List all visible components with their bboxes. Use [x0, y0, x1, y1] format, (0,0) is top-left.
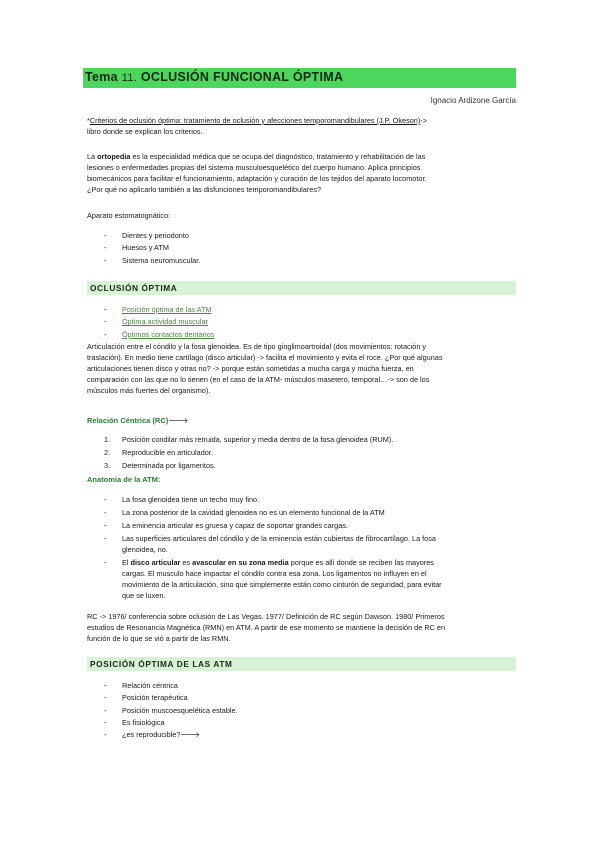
- list-item: 1. Posición condilar más retruida, superior y media dentro de la fosa glenoidea (RUM).: [104, 435, 394, 444]
- section-heading-posicion: [87, 657, 516, 671]
- posicion-list: [87, 680, 516, 741]
- rc-heading: Relación Céntrica (RC)🡒: [87, 416, 189, 425]
- history-paragraph: [87, 611, 516, 644]
- paragraph-line: RC -> 1976/ conferencia sobre oclusión de Las Vegas. 1977/ Definición de RC según Dawson. 1980/ Primeros: [87, 612, 445, 621]
- section-heading-text: OCLUSIÓN ÓPTIMA: [90, 283, 178, 293]
- aparato-list: [87, 230, 516, 267]
- asterisk: *: [87, 116, 90, 125]
- list-item: [87, 329, 516, 341]
- paragraph-line: estudios de Resonancia Magnética (RMN) en ATM. A partir de ese momento se mantiene la decisión de RC en: [87, 623, 445, 632]
- paragraph-line: lesiones o enfermedades propias del sistema musculoesquelético del cuerpo humano. Aplica principios: [87, 163, 421, 172]
- rc-list: [87, 434, 516, 472]
- author: Ignacio Ardizone García: [430, 96, 516, 105]
- list-item: - Las superficies articulares del cóndilo y de la eminencia están cubiertas de fibrocartílago. La fosa glenoidea, no.: [87, 533, 516, 555]
- list-item: - Es fisiológica: [87, 717, 516, 729]
- section-heading-text: POSICIÓN ÓPTIMA DE LAS ATM: [90, 659, 233, 669]
- list-item: 2. Reproducible en articulador.: [104, 447, 213, 457]
- list-item: - ¿es reproducible?🡒: [87, 729, 516, 741]
- list-item: [87, 316, 516, 328]
- list-item: 3. Determinada por ligamentos.: [104, 460, 216, 470]
- list-item: - La zona posterior de la cavidad glenoidea no es un elemento funcional de la ATM: [87, 507, 516, 518]
- paragraph-line: La ortopedia es la especialidad médica que se ocupa del diagnóstico, tratamiento y rehabilitación de las: [87, 152, 426, 161]
- arrow-icon: 🡒: [180, 730, 200, 740]
- list-item: [87, 304, 516, 316]
- bold-term: ortopedia: [97, 152, 131, 161]
- link-contactos-dentarios[interactable]: Óptimos contactos dentarios: [122, 329, 215, 339]
- list-item: - Posición terapéutica: [87, 692, 516, 704]
- title-number: 11.: [121, 72, 138, 84]
- reference-line-2: libro donde se explican los criterios.: [87, 127, 203, 136]
- paragraph-line: músculos más fuertes del organismo).: [87, 386, 211, 395]
- anatomia-heading: Anatomía de la ATM:: [87, 475, 161, 484]
- list-item: - Posición muscoesquelética estable.: [87, 705, 516, 717]
- arrow-icon: 🡒: [168, 416, 189, 425]
- title-text: OCLUSIÓN FUNCIONAL ÓPTIMA: [140, 70, 344, 84]
- list-item: - Relación céntrica: [87, 680, 516, 692]
- reference-arrow: ->: [420, 116, 427, 125]
- paragraph-line: traslación). En medio tiene cartílago (disco articular) -> facilita el movimiento y evita el roce. ¿Por qué algunas: [87, 353, 443, 362]
- section-heading-oclusion: [87, 281, 516, 295]
- anatomia-list: [87, 494, 516, 601]
- paragraph-line: biomecánicos para facilitar el funcionamiento, adaptación y curación de los tejidos del aparato locomotor.: [87, 174, 427, 183]
- page-title: [85, 70, 343, 84]
- list-item: - Huesos y ATM: [87, 242, 516, 254]
- section1-links: [87, 304, 516, 341]
- title-bar: [83, 68, 516, 88]
- aparato-label: Aparato estomatognático:: [87, 211, 171, 220]
- ortopedia-paragraph: [87, 151, 516, 195]
- list-item: - Sistema neuromuscular.: [87, 255, 516, 267]
- link-posicion-optima[interactable]: Posición óptima de las ATM: [122, 305, 212, 314]
- paragraph-line: Articulación entre el cóndilo y la fosa glenoidea. Es de tipo ginglimoartroidal (dos movimientos: rotación y: [87, 342, 427, 351]
- reference-line: [87, 115, 516, 126]
- list-item: - Dientes y periodonto: [87, 230, 516, 242]
- list-item: - La fosa glenoidea tiene un techo muy fino.: [87, 494, 516, 505]
- paragraph-line: función de lo que se vió a partir de las RMN.: [87, 634, 231, 643]
- list-item: - El disco articular es avascular en su zona media porque es allí donde se reciben las mayores cargas. El musculo hace impactar el cóndilo contra esa zona. Los ligamentos no influyen en el movimiento de la articulación, sino que simplemente están como cinturón de seguridad, para evitar que se luxen.: [87, 557, 516, 601]
- link-actividad-muscular[interactable]: Óptima actividad muscular: [122, 317, 208, 327]
- paragraph-line: ¿Por qué no aplicarlo también a las disfunciones temporomandibulares?: [87, 185, 322, 194]
- paragraph-line: articulaciones tienen disco y otras no? -> porque están sometidas a mucha carga y mucha fuerza, en: [87, 364, 414, 373]
- reference-link[interactable]: Criterios de oclusión óptima: tratamiento de oclusión y afecciones temporomandibulares (J.P. Okeson): [89, 116, 421, 125]
- list-item: - La eminencia articular es gruesa y capaz de soportar grandes cargas.: [87, 520, 516, 531]
- bold-term: disco articular: [130, 558, 181, 567]
- paragraph-line: comparación con las que no lo tienen (en el caso de la ATM- músculos masetero, temporal…-> son de los: [87, 375, 430, 384]
- title-prefix: Tema: [85, 70, 118, 84]
- bold-term: avascular en su zona media: [192, 558, 289, 567]
- articulacion-paragraph: [87, 341, 516, 396]
